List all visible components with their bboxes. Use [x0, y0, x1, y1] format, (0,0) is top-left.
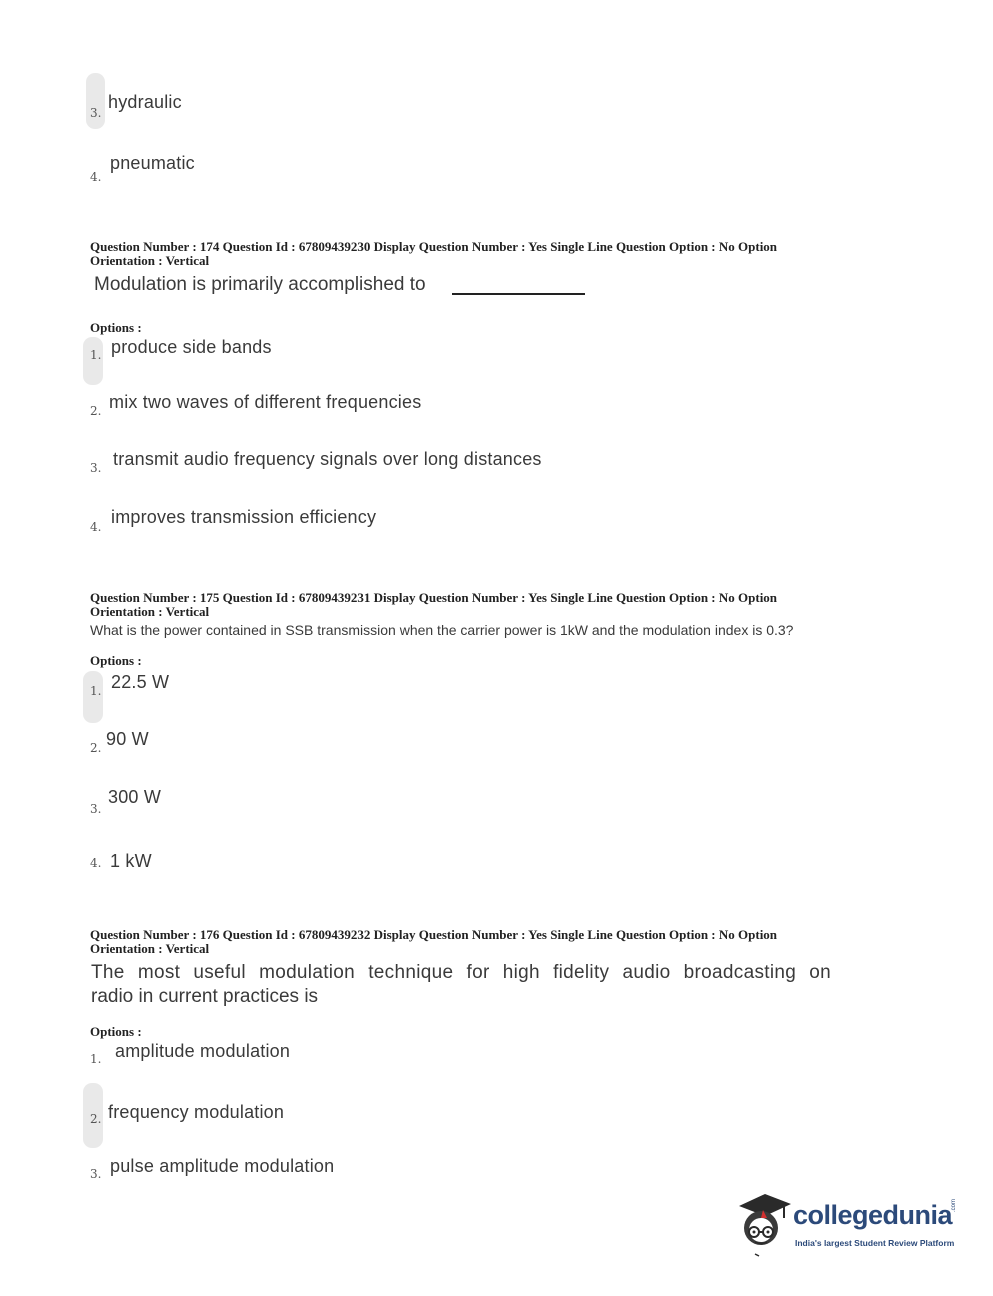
option-number: 3.	[90, 106, 102, 120]
logo-wordmark: collegedunia	[793, 1200, 953, 1230]
question-meta-line: Question Number : 176 Question Id : 67809439232 Display Question Number : Yes Single Line Question Option : No Option	[90, 927, 778, 942]
question-text	[91, 961, 831, 1009]
option-number: 4.	[90, 170, 102, 184]
question-text: What is the power contained in SSB transmission when the carrier power is 1kW and the modulation index is 0.3?	[90, 622, 794, 638]
option-text[interactable]: 1 kW	[110, 851, 152, 871]
option-text[interactable]: amplitude modulation	[115, 1041, 291, 1061]
question-meta-line: Orientation : Vertical	[90, 941, 210, 956]
option-text[interactable]: improves transmission efficiency	[111, 507, 377, 527]
question-meta	[90, 928, 890, 956]
question-meta-line: Question Number : 174 Question Id : 67809439230 Display Question Number : Yes Single Line Question Option : No Option	[90, 239, 778, 254]
option-text[interactable]: pulse amplitude modulation	[110, 1156, 335, 1176]
option-number: 1.	[90, 348, 102, 362]
option-number: 1.	[90, 1052, 102, 1066]
option-text[interactable]: pneumatic	[110, 153, 195, 173]
option-text[interactable]: frequency modulation	[108, 1102, 285, 1122]
option-number: 1.	[90, 684, 102, 698]
question-meta-line: Question Number : 175 Question Id : 67809439231 Display Question Number : Yes Single Line Question Option : No Option	[90, 590, 778, 605]
logo-tagline: India's largest Student Review Platform	[795, 1238, 955, 1248]
option-number: 3.	[90, 461, 102, 475]
option-text[interactable]: hydraulic	[108, 92, 182, 112]
option-number: 2.	[90, 1112, 102, 1126]
option-text[interactable]: mix two waves of different frequencies	[109, 392, 422, 412]
question-meta-line: Orientation : Vertical	[90, 604, 210, 619]
question-text-line: The most useful modulation technique for high fidelity audio broadcasting on	[91, 962, 831, 983]
logo-domain: .com	[951, 1198, 957, 1212]
option-text[interactable]: transmit audio frequency signals over long distances	[113, 449, 542, 469]
logo-mascot-icon	[733, 1188, 791, 1258]
option-text[interactable]: produce side bands	[111, 337, 272, 357]
question-meta	[90, 591, 890, 619]
options-label: Options :	[90, 1024, 142, 1039]
question-meta-line: Orientation : Vertical	[90, 253, 210, 268]
option-text[interactable]: 300 W	[108, 787, 162, 807]
options-label: Options :	[90, 653, 142, 668]
option-number: 4.	[90, 856, 102, 870]
option-highlight	[86, 73, 105, 129]
option-number: 4.	[90, 520, 102, 534]
question-meta	[90, 240, 890, 268]
option-number: 2.	[90, 741, 102, 755]
question-text-line: radio in current practices is	[91, 986, 319, 1007]
option-number: 2.	[90, 404, 102, 418]
options-label: Options :	[90, 320, 142, 335]
answer-blank	[452, 293, 585, 295]
option-number: 3.	[90, 1167, 102, 1181]
option-number: 3.	[90, 802, 102, 816]
option-text[interactable]: 22.5 W	[111, 672, 170, 692]
question-text: Modulation is primarily accomplished to	[94, 274, 426, 295]
option-text[interactable]: 90 W	[106, 729, 149, 749]
